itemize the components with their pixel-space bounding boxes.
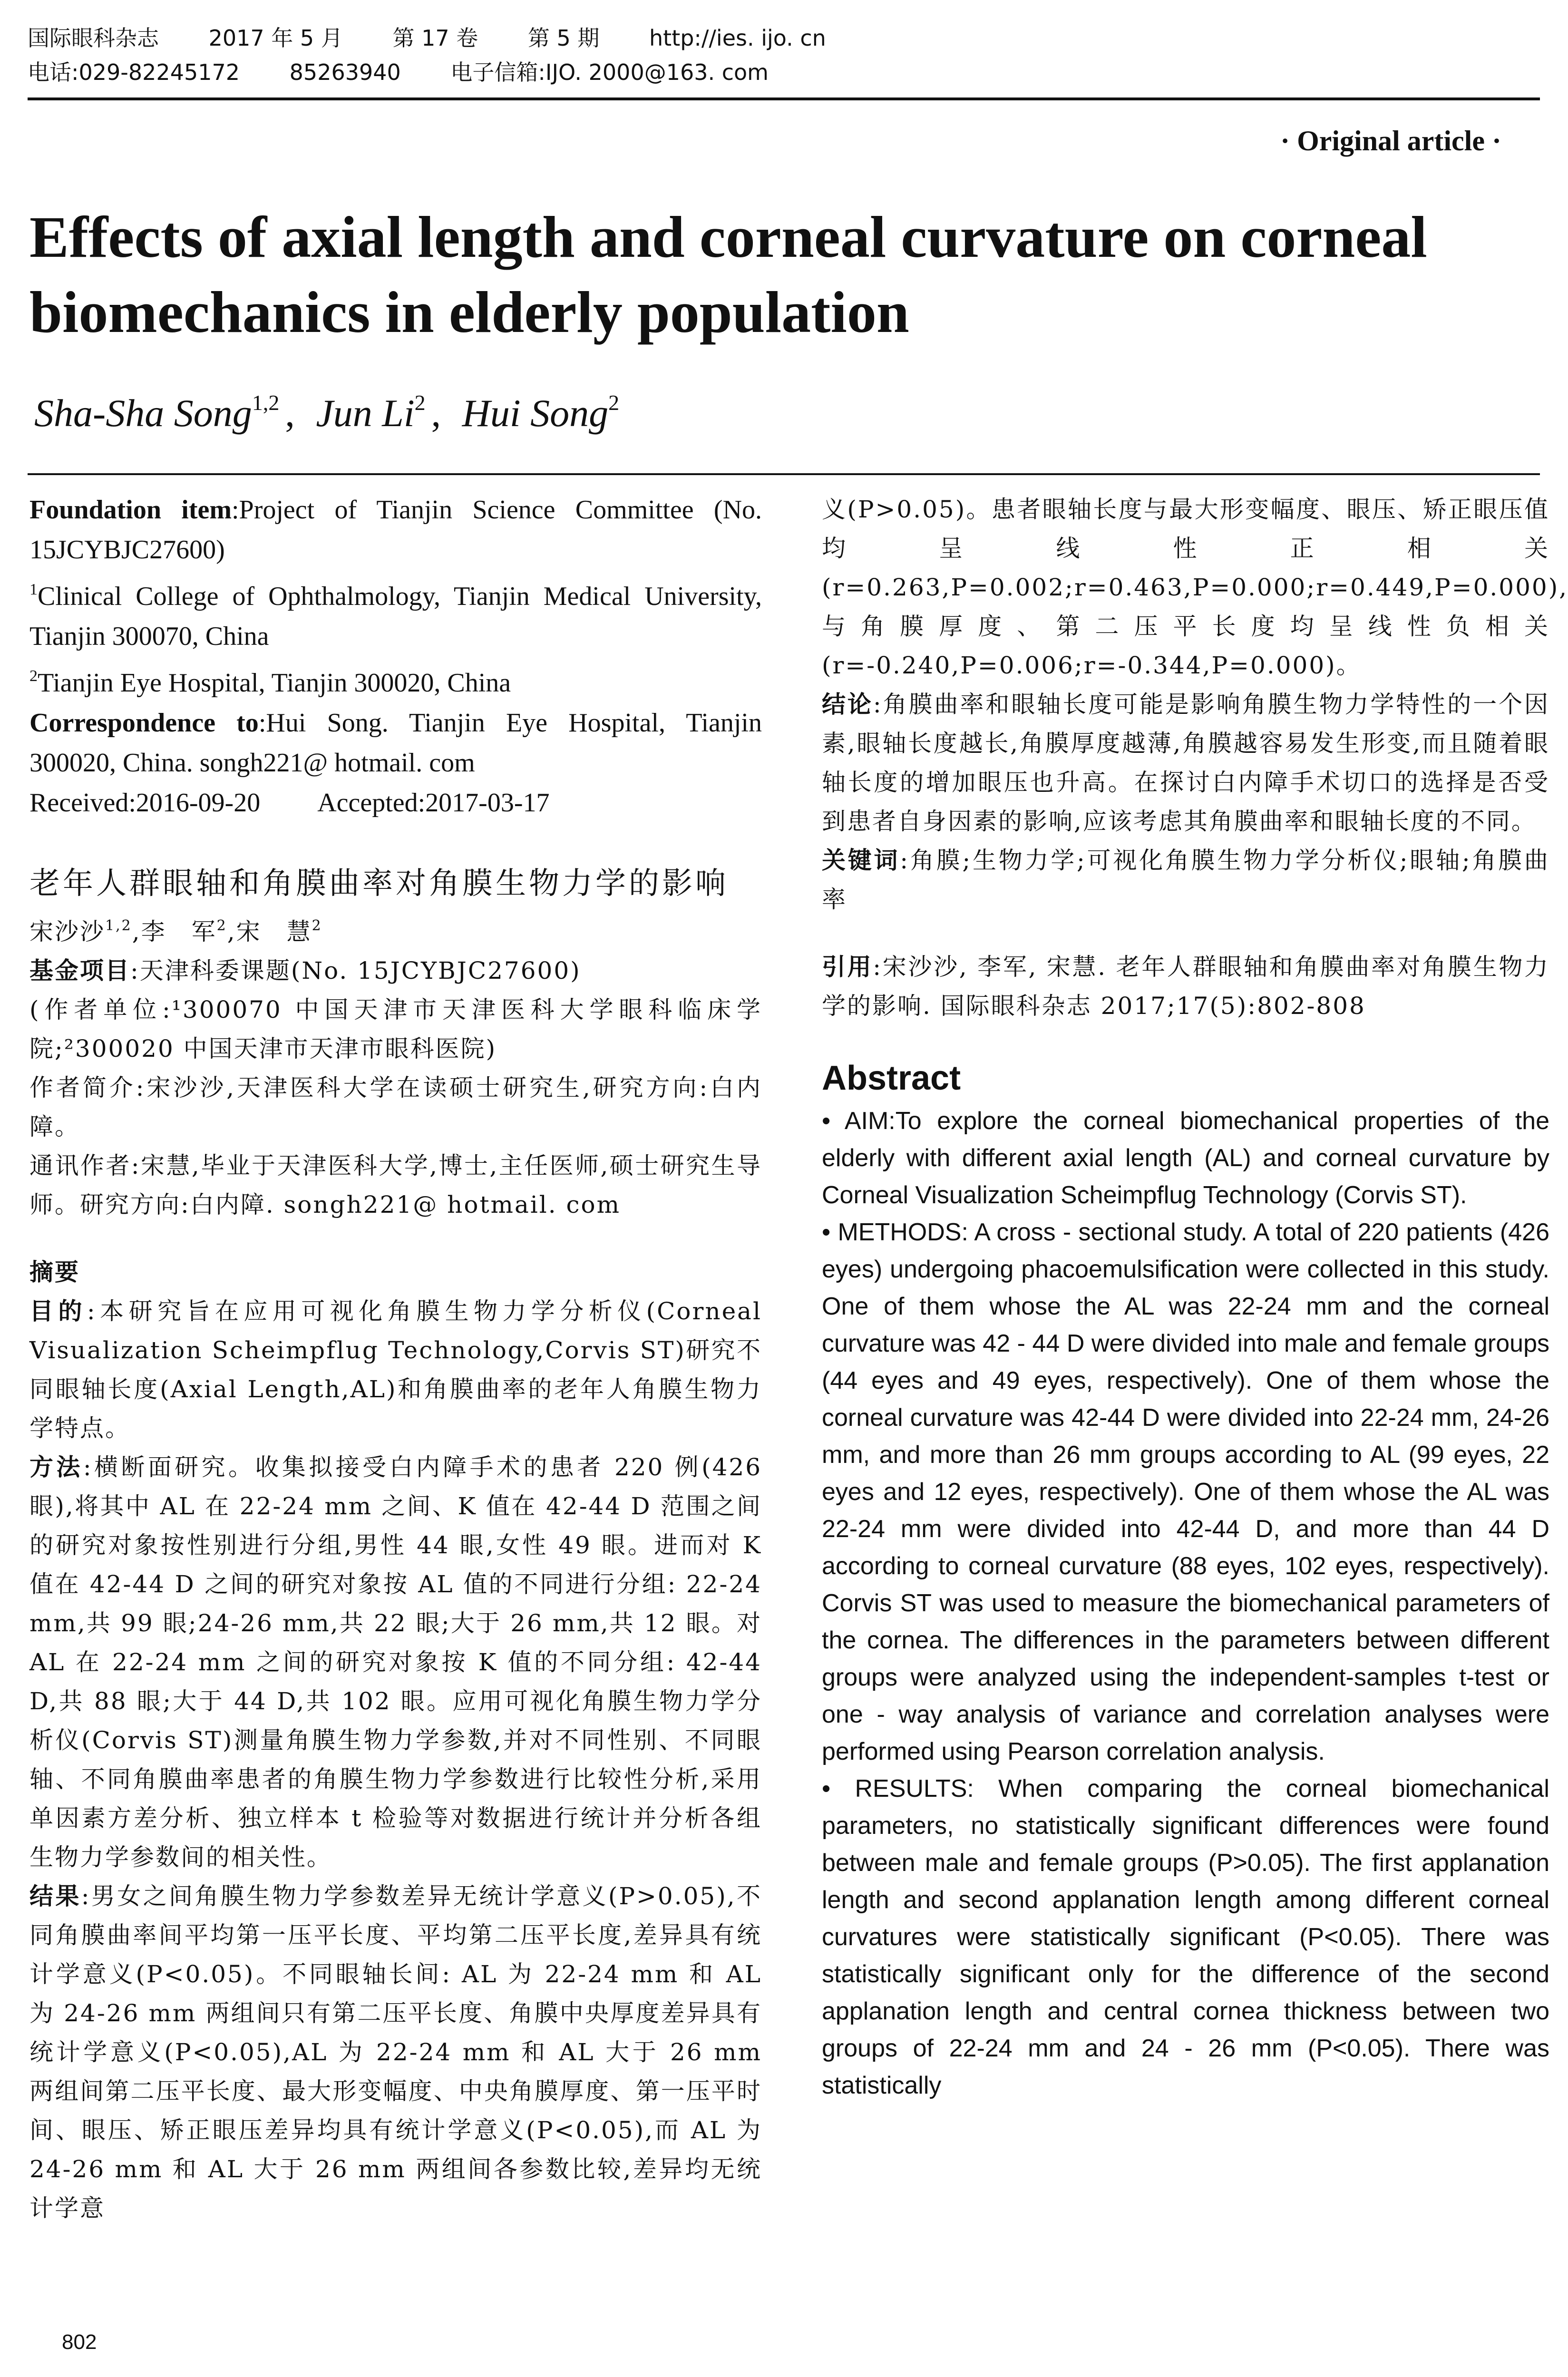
- chinese-keywords: 关键词:角膜;生物力学;可视化角膜生物力学分析仪;眼轴;角膜曲率: [822, 847, 1549, 913]
- corresponding-author: 通讯作者:宋慧,毕业于天津医科大学,博士,主任医师,硕士研究生导师。研究方向:白内障. songh221@ hotmail. com: [29, 1152, 762, 1218]
- chinese-abstract-heading: 摘要: [29, 1258, 80, 1286]
- abstract-methods: • METHODS: A cross - sectional study. A total of 220 patients (426 eyes) undergoing phacoemulsification were collected in this study. One of them whose the AL was 22-24 mm and the corneal curvature was 42 - 44 D were divided into male and female groups (44 eyes and 49 eyes, respectively). One of them whose the corneal curvature was 42-44 D were divided into 22-24 mm, 24-26 mm, and more than 26 mm groups according to AL (99 eyes, 22 eyes and 12 eyes, respectively). One of them whose the AL was 22-24 mm were divided into 42-44 D, and more than 44 D according to corneal curvature (88 eyes, 102 eyes, respectively). Corvis ST was used to measure the biomechanical parameters of the cornea. The differences in the parameters between different groups were analyzed using the independent-samples t-test or one - way analysis of variance and correlation analyses were performed using Pearson correlation analysis.: [822, 1218, 1549, 1765]
- chinese-abstract-continued: [822, 490, 1568, 1025]
- dates: [29, 783, 762, 823]
- abstract-aim: • AIM:To explore the corneal biomechanical properties of the elderly with different axial length (AL) and corneal curvature by Corneal Visualization Scheimpflug Technology (Corvis ST).: [822, 1107, 1549, 1209]
- accepted-date: Accepted:2017-03-17: [317, 788, 550, 818]
- citation: 引用:宋沙沙, 李军, 宋慧. 老年人群眼轴和角膜曲率对角膜生物力学的影响. 国际眼科杂志 2017;17(5):802-808: [822, 953, 1549, 1020]
- journal-name: 国际眼科杂志: [28, 25, 159, 51]
- chinese-aim: 目的:本研究旨在应用可视化角膜生物力学分析仪(Corneal Visualization Scheimpflug Technology,Corvis ST)研究不同眼轴长度(Axial Length,AL)和角膜曲率的老年人角膜生物力学特点。: [29, 1297, 762, 1442]
- author-rule: [28, 473, 1540, 475]
- author-name: Hui Song: [462, 391, 609, 435]
- volume: 第 17 卷: [392, 25, 478, 51]
- author-name: Jun Li: [316, 391, 415, 435]
- phone-2: 85263940: [289, 59, 401, 85]
- english-front-matter: [29, 490, 762, 823]
- page-number: 802: [62, 2330, 97, 2354]
- phone: 电话:029-82245172: [28, 59, 240, 85]
- journal-header: [28, 21, 1540, 89]
- chinese-methods: 方法:横断面研究。收集拟接受白内障手术的患者 220 例(426 眼),将其中 AL 在 22-24 mm 之间、K 值在 42-44 D 范围之间的研究对象按性别进行分组,男性 44 眼,女性 49 眼。进而对 K 值在 42-44 D 之间的研究对象按 AL 值的不同进行分组: 22-24 mm,共 99 眼;24-26 mm,共 22 眼;大于 26 mm,共 12 眼。对 AL 在 22-24 mm 之间的研究对象按 K 值的不同分组: 42-44 D,共 88 眼;大于 44 D,共 102 眼。应用可视化角膜生物力学分析仪(Corvis ST)测量角膜生物力学参数,并对不同性别、不同眼轴、不同角膜曲率患者的角膜生物力学参数进行比较性分析,采用单因素方差分析、独立样本 t 检验等对数据进行统计并分析各组生物力学参数间的相关性。: [29, 1453, 762, 1871]
- author-affiliation: 1,2: [252, 390, 280, 415]
- header-rule: [28, 97, 1540, 100]
- author-affiliation: 2: [414, 390, 426, 415]
- journal-url[interactable]: http://ies. ijo. cn: [649, 25, 826, 51]
- left-column: [29, 490, 762, 2228]
- right-column: [822, 490, 1568, 2104]
- affiliation-2: $^2$Tianjin Eye Hospital, Tianjin 300020, China: [29, 667, 511, 698]
- issue-date: 2017 年 5 月: [208, 25, 343, 51]
- header-row-2: [28, 55, 1540, 89]
- chinese-conclusion: 结论:角膜曲率和眼轴长度可能是影响角膜生物力学特性的一个因素,眼轴长度越长,角膜厚度越薄,角膜越容易发生形变,而且随着眼轴长度的增加眼压也升高。在探讨白内障手术切口的选择是否受到患者自身因素的影响,应该考虑其角膜曲率和眼轴长度的不同。: [822, 691, 1549, 835]
- header-row-1: [28, 21, 1540, 55]
- chinese-results-continued: 义(P>0.05)。患者眼轴长度与最大形变幅度、眼压、矫正眼压值均呈线性正相关(r=0.263,P=0.002;r=0.463,P=0.000;r=0.449,P=0.000),与角膜厚度、第二压平长度均呈线性负相关(r=-0.240,P=0.006;r=-0.344,P=0.000)。: [822, 496, 1568, 679]
- affiliation-1: $^1$Clinical College of Ophthalmology, Tianjin Medical University, Tianjin 300070, China: [29, 581, 762, 651]
- correspondence: Correspondence to:Hui Song. Tianjin Eye Hospital, Tianjin 300020, China. songh221@ hotmail. com: [29, 708, 762, 778]
- fund-project: 基金项目:天津科委课题(No. 15JCYBJC27600): [29, 957, 581, 984]
- journal-email[interactable]: 电子信箱:IJO. 2000@163. com: [450, 59, 769, 85]
- chinese-results: 结果:男女之间角膜生物力学参数差异无统计学意义(P>0.05),不同角膜曲率间平均第一压平长度、平均第二压平长度,差异具有统计学意义(P<0.05)。不同眼轴长间: AL 为 22-24 mm 和 AL 为 24-26 mm 两组间只有第二压平长度、角膜中央厚度差异具有统计学意义(P<0.05),AL 为 22-24 mm 和 AL 大于 26 mm 两组间第二压平长度、最大形变幅度、中央角膜厚度、第一压平时间、眼压、矫正眼压差异均具有统计学意义(P<0.05),而 AL 为 24-26 mm 和 AL 大于 26 mm 两组间各参数比较,差异均无统计学意: [29, 1882, 762, 2222]
- english-abstract: [822, 1102, 1549, 2104]
- chinese-front-matter: [29, 906, 762, 2228]
- author-list: Sha-Sha Song$^{1,2}$ , Jun Li$^2$ , Hui Song$^2$: [34, 390, 620, 435]
- article-title: Effects of axial length and corneal curvature on corneal biomechanics in elderly population: [29, 205, 1427, 345]
- foundation-item: Foundation item:Project of Tianjin Science Committee (No. 15JCYBJC27600): [29, 495, 762, 565]
- author-affiliation: 2: [608, 390, 620, 415]
- received-date: Received:2016-09-20: [29, 788, 261, 818]
- abstract-results: • RESULTS: When comparing the corneal biomechanical parameters, no statistically significant differences were found between male and female groups (P>0.05). The first applanation length and second applanation length among different corneal curvatures were statistically significant (P<0.05). There was statistically significant only for the difference of the second applanation length and central cornea thickness between two groups of 22-24 mm and 24 - 26 mm (P<0.05). There was statistically: [822, 1775, 1549, 2099]
- author-unit: (作者单位:¹300070 中国天津市天津医科大学眼科临床学院;²300020 中国天津市天津市眼科医院): [29, 996, 762, 1062]
- article-type: · Original article ·: [1280, 125, 1501, 156]
- chinese-authors: 宋沙沙$^{1,2}$,李 军$^2$,宋 慧$^2$: [29, 917, 322, 945]
- abstract-heading: Abstract: [822, 1059, 961, 1097]
- issue-number: 第 5 期: [527, 25, 600, 51]
- author-intro: 作者简介:宋沙沙,天津医科大学在读硕士研究生,研究方向:白内障。: [29, 1074, 762, 1140]
- author-name: Sha-Sha Song: [34, 391, 252, 435]
- chinese-title: 老年人群眼轴和角膜曲率对角膜生物力学的影响: [29, 866, 729, 901]
